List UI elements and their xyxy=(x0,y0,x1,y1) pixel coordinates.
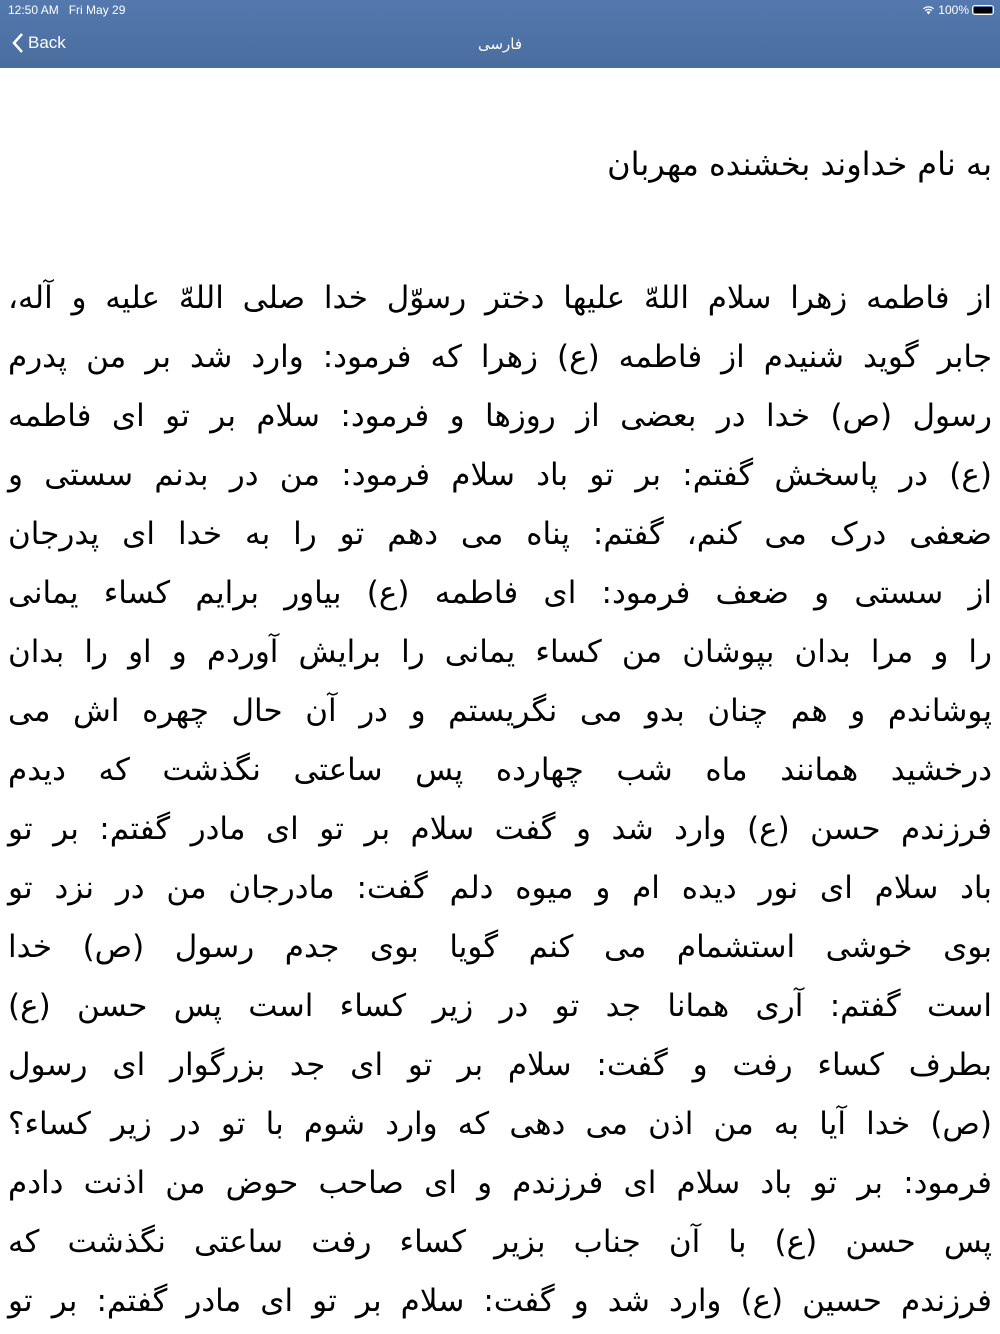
text-line: فرمود: بر تو باد سلام ای فرزندم و ای صاحب حوض من اذنت دادم xyxy=(8,1165,992,1201)
text-line: فرزندم حسن (ع) وارد شد و گفت سلام بر تو ای مادر گفتم: بر تو xyxy=(8,811,992,847)
text-line: بطرف کساء رفت و گفت: سلام بر تو ای جد بزرگوار ای رسول xyxy=(8,1047,992,1083)
text-line: از فاطمه زهرا سلام اللهّ علیها دختر رسوّل خدا صلی اللهّ علیه و آله، xyxy=(8,280,992,316)
text-line: فرزندم حسین (ع) وارد شد و گفت: سلام بر تو ای مادر گفتم: بر تو xyxy=(8,1283,992,1319)
text-line: ضعفی درک می کنم، گفتم: پناه می دهم تو را به خدا ای پدرجان xyxy=(8,516,992,552)
text-line: باد سلام ای نور دیده ام و میوه دلم گفت: مادرجان من در نزد تو xyxy=(8,870,992,906)
battery-percent: 100% xyxy=(938,3,969,17)
content-text xyxy=(8,272,992,1334)
back-label: Back xyxy=(28,33,66,52)
text-line: پس حسن (ع) با آن جناب بزیر کساء رفت ساعتی نگذشت که xyxy=(8,1224,992,1260)
text-line: بوی خوشی استشمام می کنم گویا بوی جدم رسول (ص) خدا xyxy=(8,929,992,965)
text-line: پوشاندم و هم چنان بدو می نگریستم و در آن حال چهره اش می xyxy=(8,693,992,729)
text-line: از سستی و ضعف فرمود: ای فاطمه (ع) بیاور برایم کساء یمانی xyxy=(8,575,992,611)
text-line: رسول (ص) خدا در بعضی از روزها و فرمود: سلام بر تو ای فاطمه xyxy=(8,398,992,434)
text-line: درخشید همانند ماه شب چهارده پس ساعتی نگذشت که دیدم xyxy=(8,752,992,788)
status-time xyxy=(8,3,125,17)
text-line: (ع) در پاسخش گفتم: بر تو باد سلام فرمود: من در بدنم سستی و xyxy=(8,457,992,493)
text-line: (ص) خدا آیا به من اذن می دهی که وارد شوم با تو در زیر کساء؟ xyxy=(8,1106,992,1142)
time: 12:50 AM xyxy=(8,3,59,17)
text-line: را و مرا بدان بپوشان من کساء یمانی را برایش آوردم و او را بدان xyxy=(8,634,992,670)
battery-icon xyxy=(972,5,994,15)
text-line: است گفتم: آری همانا جد تو در زیر کساء است پس حسن (ع) xyxy=(8,988,992,1024)
text-line: جابر گوید شنیدم از فاطمه (ع) زهرا که فرمود: وارد شد بر من پدرم xyxy=(8,339,992,375)
content-heading: به نام خداوند بخشنده مهربان xyxy=(607,145,992,183)
date: Fri May 29 xyxy=(68,3,126,17)
navigation-bar xyxy=(0,0,1000,68)
page-title: فارسی xyxy=(477,35,523,53)
wifi-icon xyxy=(922,5,935,15)
status-indicators xyxy=(922,3,994,17)
